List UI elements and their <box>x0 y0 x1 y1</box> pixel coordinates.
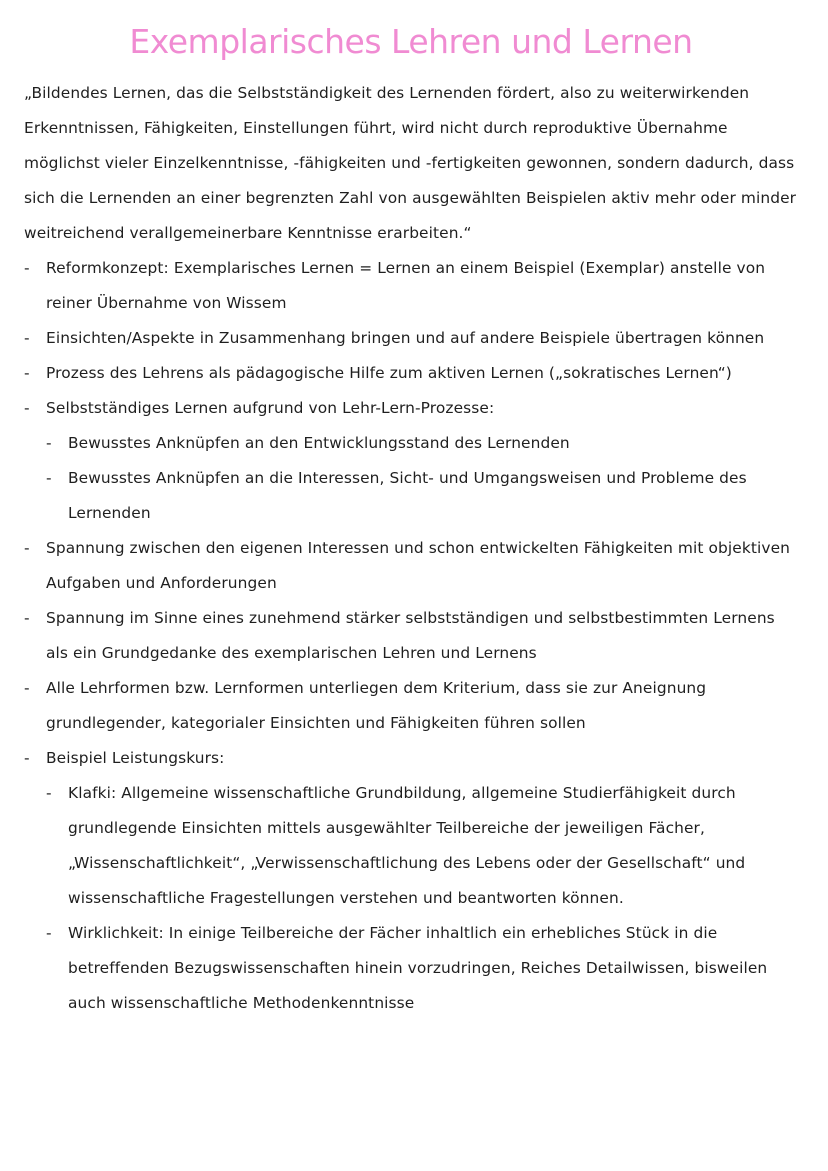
list-item-text: Alle Lehrformen bzw. Lernformen unterliegen dem Kriterium, dass sie zur Aneignung grundlegender, kategorialer Einsichten und Fähigkeiten führen sollen <box>46 679 707 732</box>
bullet-list <box>24 251 798 1021</box>
page-title: Exemplarisches Lehren und Lernen <box>129 22 693 61</box>
list-item-prozess <box>24 356 798 391</box>
list-item-text: Klafki: Allgemeine wissenschaftliche Grundbildung, allgemeine Studierfähigkeit durch grundlegende Einsichten mittels ausgewählter Teilbereiche der jeweiligen Fächer, „Wissenschaftlichkeit“, „Verwissenschaftlichung des Lebens oder der Gesellschaft“ und wissenschaftliche Fragestellungen verstehen und beantworten können. <box>68 784 746 907</box>
dash-marker: - <box>46 784 52 802</box>
sub-item-klafki <box>46 776 798 916</box>
sub-list <box>46 426 798 531</box>
list-item-text: Einsichten/Aspekte in Zusammenhang bringen und auf andere Beispiele übertragen können <box>46 329 765 347</box>
list-item-text: Spannung im Sinne eines zunehmend stärker selbstständigen und selbstbestimmten Lernens als ein Grundgedanke des exemplarischen Lehren und Lernens <box>46 609 775 662</box>
list-item-text: Selbstständiges Lernen aufgrund von Lehr-Lern-Prozesse: <box>46 399 495 417</box>
list-item-spannung-selbstbestimmt <box>24 601 798 671</box>
sub-item-entwicklungsstand <box>46 426 798 461</box>
list-item-einsichten <box>24 321 798 356</box>
list-item-selbststaendiges-lernen <box>24 391 798 531</box>
list-item-reformkonzept <box>24 251 798 321</box>
dash-marker: - <box>46 469 52 487</box>
list-item-text: Wirklichkeit: In einige Teilbereiche der Fächer inhaltlich ein erhebliches Stück in die betreffenden Bezugswissenschaften hinein vorzudringen, Reiches Detailwissen, bisweilen auch wissenschaftliche Methodenkenntnisse <box>68 924 768 1012</box>
intro-quote: „Bildendes Lernen, das die Selbstständigkeit des Lernenden fördert, also zu weiterwirkenden Erkenntnissen, Fähigkeiten, Einstellungen führt, wird nicht durch reproduktive Übernahme möglichst vieler Einzelkenntnisse, -fähigkeiten und -fertigkeiten gewonnen, sondern dadurch, dass sich die Lernenden an einer begrenzten Zahl von ausgewählten Beispielen aktiv mehr oder minder weitreichend verallgemeinerbare Kenntnisse erarbeiten.“ <box>24 84 797 242</box>
dash-marker: - <box>24 679 30 697</box>
list-item-text: Spannung zwischen den eigenen Interessen und schon entwickelten Fähigkeiten mit objektiven Aufgaben und Anforderungen <box>46 539 791 592</box>
list-item-text: Reformkonzept: Exemplarisches Lernen = Lernen an einem Beispiel (Exemplar) anstelle von reiner Übernahme von Wissem <box>46 259 766 312</box>
dash-marker: - <box>24 399 30 417</box>
dash-marker: - <box>24 749 30 767</box>
dash-marker: - <box>46 434 52 452</box>
list-item-text: Bewusstes Anknüpfen an den Entwicklungsstand des Lernenden <box>68 434 570 452</box>
dash-marker: - <box>46 924 52 942</box>
list-item-leistungskurs <box>24 741 798 1021</box>
dash-marker: - <box>24 364 30 382</box>
list-item-text: Beispiel Leistungskurs: <box>46 749 225 767</box>
list-item-text: Prozess des Lehrens als pädagogische Hilfe zum aktiven Lernen („sokratisches Lernen“) <box>46 364 732 382</box>
list-item-text: Bewusstes Anknüpfen an die Interessen, Sicht- und Umgangsweisen und Probleme des Lernenden <box>68 469 747 522</box>
sub-item-interessen <box>46 461 798 531</box>
list-item-lehrformen <box>24 671 798 741</box>
dash-marker: - <box>24 539 30 557</box>
dash-marker: - <box>24 609 30 627</box>
sub-list <box>46 776 798 1021</box>
list-item-spannung-interessen <box>24 531 798 601</box>
sub-item-wirklichkeit <box>46 916 798 1021</box>
dash-marker: - <box>24 259 30 277</box>
dash-marker: - <box>24 329 30 347</box>
